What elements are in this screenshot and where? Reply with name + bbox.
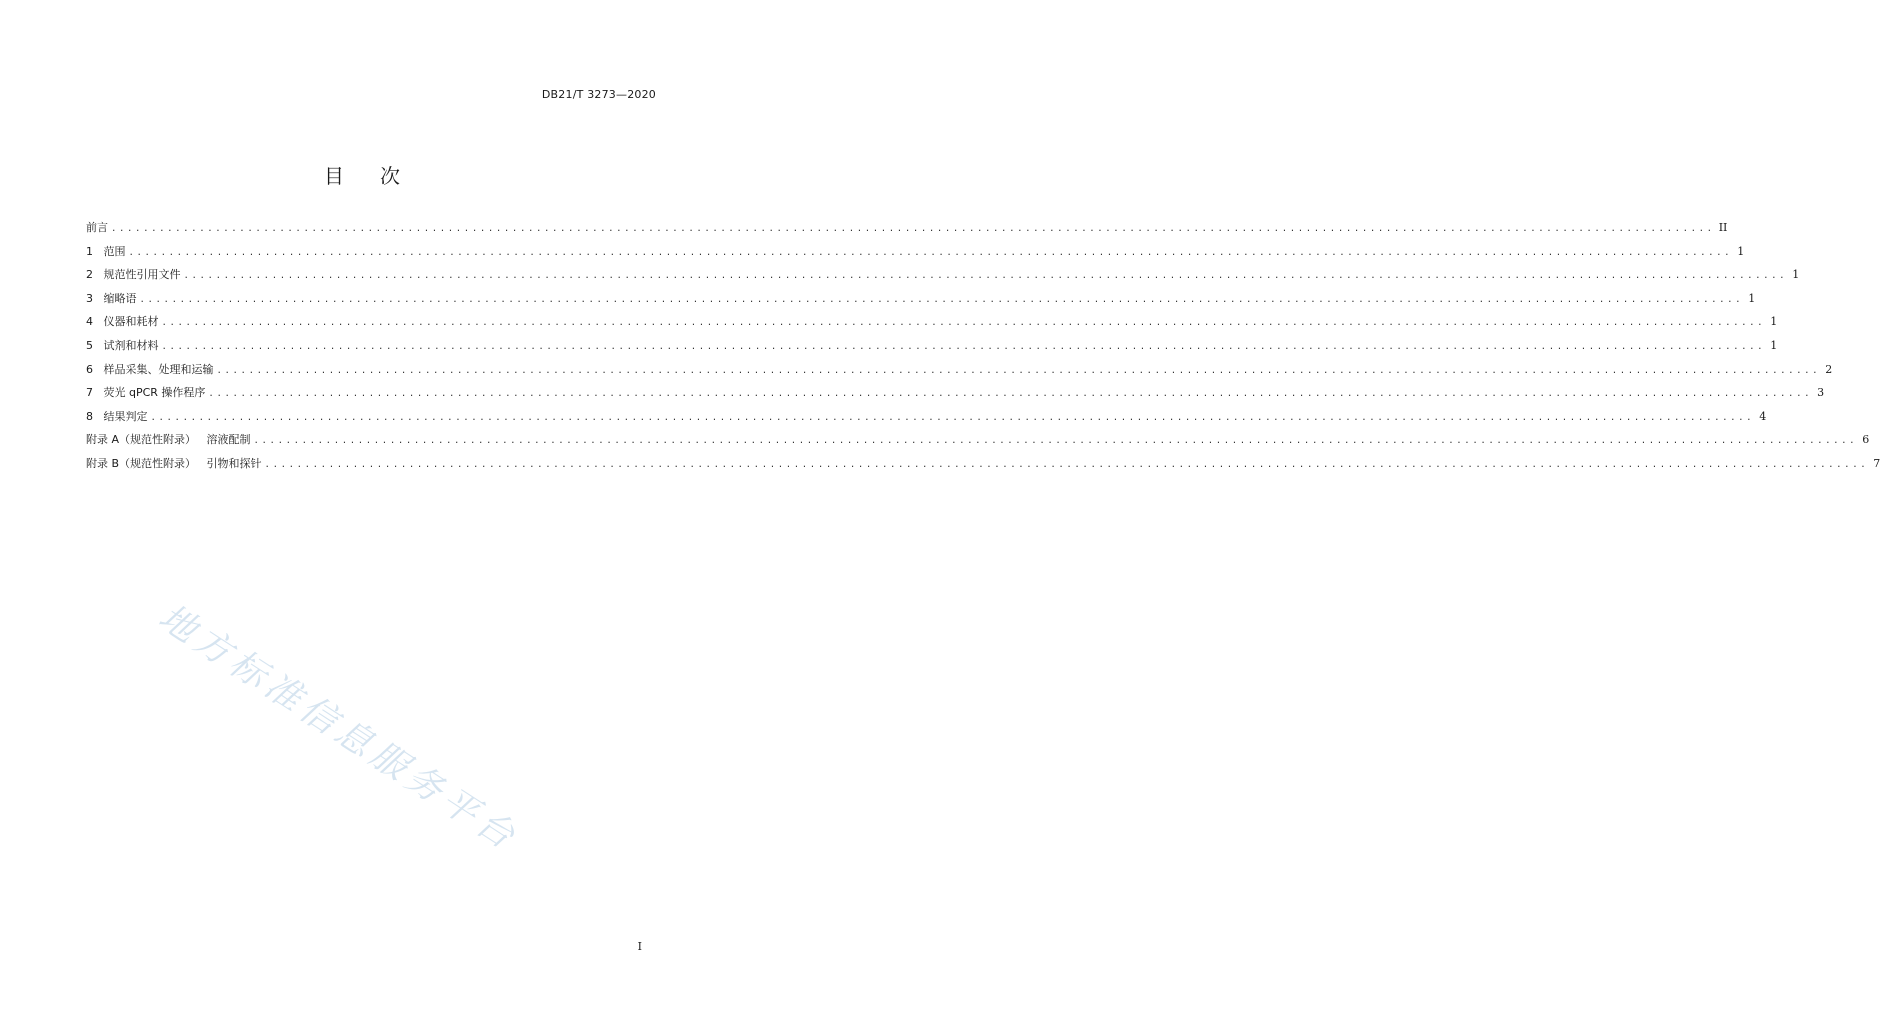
toc-entry-page: 1 xyxy=(1770,315,1778,329)
toc-entry-page: II xyxy=(1718,221,1728,234)
toc-entry-label: 前言 xyxy=(86,221,108,234)
toc-entry-label: 7 荧光 qPCR 操作程序 xyxy=(86,386,206,400)
toc-entry-normative-references[interactable] xyxy=(86,266,1800,290)
leader-dots: ........................................................................................................................................................................................................ xyxy=(150,412,1755,423)
leader-dots: ........................................................................................................................................................................................................ xyxy=(161,318,1766,329)
toc-entry-page: 1 xyxy=(1770,338,1778,352)
toc-entry-result-judgment[interactable] xyxy=(86,408,1767,432)
toc-entry-qpcr-procedure[interactable] xyxy=(86,384,1825,408)
toc-entry-label: 4 仪器和耗材 xyxy=(86,315,159,329)
table-of-contents xyxy=(86,219,1880,479)
leader-dots: ........................................................................................................................................................................................................ xyxy=(111,224,1715,234)
leader-dots: ........................................................................................................................................................................................................ xyxy=(253,436,1858,447)
toc-entry-page: 2 xyxy=(1825,362,1833,376)
leader-dots: ........................................................................................................................................................................................................ xyxy=(128,247,1733,258)
toc-entry-page: 3 xyxy=(1817,386,1825,400)
toc-entry-foreword[interactable] xyxy=(86,219,1728,243)
toc-title-char-2: 次 xyxy=(380,164,400,188)
page-number: I xyxy=(637,940,642,953)
leader-dots: ........................................................................................................................................................................................................ xyxy=(216,365,1821,376)
toc-entry-appendix-a[interactable] xyxy=(86,431,1870,455)
toc-entry-page: 6 xyxy=(1862,433,1870,447)
toc-title-char-1: 目 xyxy=(324,164,344,188)
toc-entry-label: 附录 B（规范性附录） 引物和探针 xyxy=(86,456,262,470)
toc-entry-label: 2 规范性引用文件 xyxy=(86,268,181,282)
toc-entry-label: 3 缩略语 xyxy=(86,291,137,305)
toc-entry-page: 4 xyxy=(1759,409,1767,423)
toc-entry-sampling[interactable] xyxy=(86,361,1833,385)
toc-entry-page: 7 xyxy=(1873,456,1880,470)
toc-entry-page: 1 xyxy=(1748,291,1756,305)
leader-dots: ........................................................................................................................................................................................................ xyxy=(208,389,1813,400)
leader-dots: ........................................................................................................................................................................................................ xyxy=(139,294,1744,305)
toc-entry-page: 1 xyxy=(1737,244,1745,258)
toc-entry-label: 5 试剂和材料 xyxy=(86,338,159,352)
toc-entry-appendix-b[interactable] xyxy=(86,455,1880,479)
leader-dots: ........................................................................................................................................................................................................ xyxy=(183,271,1788,282)
document-code: DB21/T 3273—2020 xyxy=(541,88,656,101)
leader-dots: ........................................................................................................................................................................................................ xyxy=(264,459,1869,470)
toc-entry-instruments[interactable] xyxy=(86,313,1778,337)
toc-entry-scope[interactable] xyxy=(86,243,1745,267)
watermark: 地方标准信息服务平台 xyxy=(151,596,526,860)
toc-entry-label: 附录 A（规范性附录） 溶液配制 xyxy=(86,433,251,447)
toc-entry-label: 6 样品采集、处理和运输 xyxy=(86,362,214,376)
toc-entry-abbreviations[interactable] xyxy=(86,290,1756,314)
toc-entry-label: 8 结果判定 xyxy=(86,409,148,423)
toc-entry-label: 1 范围 xyxy=(86,244,126,258)
toc-entry-page: 1 xyxy=(1792,268,1800,282)
toc-title xyxy=(0,160,724,189)
leader-dots: ........................................................................................................................................................................................................ xyxy=(161,341,1766,352)
toc-entry-reagents[interactable] xyxy=(86,337,1778,361)
